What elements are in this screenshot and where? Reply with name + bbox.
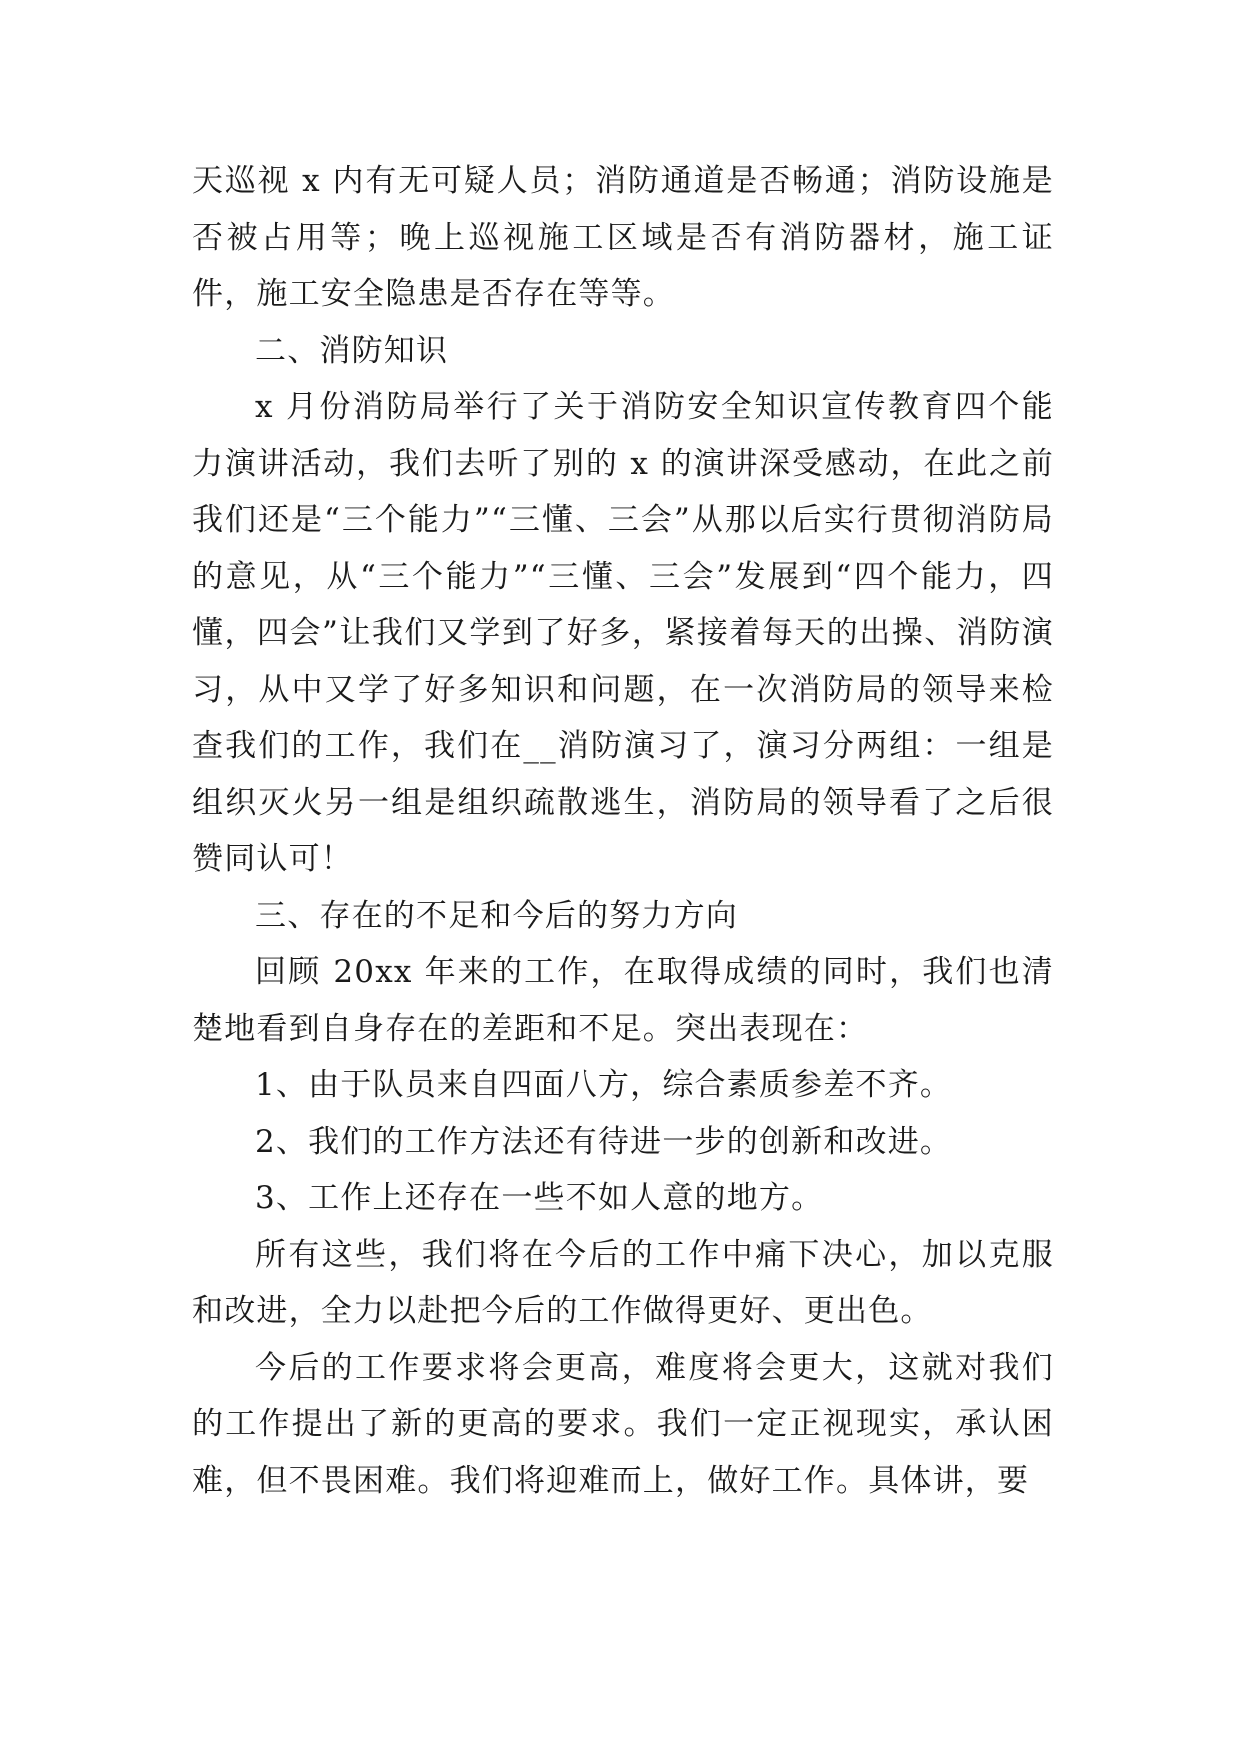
- section-heading-fire-knowledge: 二、消防知识: [255, 332, 449, 369]
- list-item-2: 2、我们的工作方法还有待进一步的创新和改进。: [255, 1123, 953, 1160]
- section-heading-shortcomings: 三、存在的不足和今后的努力方向: [255, 897, 738, 934]
- paragraph-review: 回顾 20xx 年来的工作，在取得成绩的同时，我们也清楚地看到自身存在的差距和不足。突出表现在：: [192, 954, 1054, 1047]
- list-item-3: 3、工作上还存在一些不如人意的地方。: [255, 1180, 824, 1216]
- paragraph-future-requirements: 今后的工作要求将会更高，难度将会更大，这就对我们的工作提出了新的更高的要求。我们一定正视现实，承认困难，但不畏困难。我们将迎难而上，做好工作。具体讲，要: [192, 1349, 1054, 1499]
- document-page: [192, 153, 1054, 1509]
- list-item-1: 1、由于队员来自四面八方，综合素质参差不齐。: [255, 1067, 953, 1103]
- paragraph-patrol-duties: 天巡视 x 内有无可疑人员；消防通道是否畅通；消防设施是否被占用等；晚上巡视施工区域是否有消防器材，施工证件，施工安全隐患是否存在等等。: [192, 163, 1054, 312]
- paragraph-resolve: 所有这些，我们将在今后的工作中痛下决心，加以克服和改进，全力以赴把今后的工作做得更好、更出色。: [192, 1236, 1054, 1329]
- paragraph-fire-knowledge: x 月份消防局举行了关于消防安全知识宣传教育四个能力演讲活动，我们去听了别的 x 的演讲深受感动，在此之前我们还是“三个能力”“三懂、三会”从那以后实行贯彻消防局的意见，从“三个能力”“三懂、三会”发展到“四个能力，四懂，四会”让我们又学到了好多，紧接着每天的出操、消防演习，从中又学了好多知识和问题，在一次消防局的领导来检查我们的工作，我们在__消防演习了，演习分两组：一组是组织灭火另一组是组织疏散逃生，消防局的领导看了之后很赞同认可！: [192, 389, 1054, 877]
